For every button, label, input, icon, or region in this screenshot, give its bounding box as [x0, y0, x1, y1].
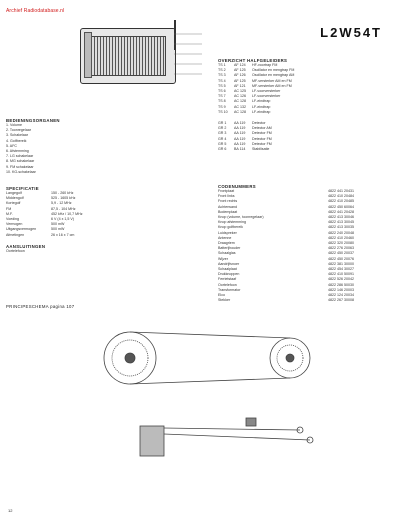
- code-row-cell: Draagriem: [218, 241, 235, 246]
- diode-row-cell: AA 119: [234, 141, 246, 146]
- code-row-cell: Antenne: [218, 235, 232, 240]
- diode-row-cell: Detector FM: [252, 131, 272, 136]
- spec-row-cell: 6 V (4 x 1,5 V): [51, 217, 74, 222]
- semiconductor-row-cell: LF-eindtrap: [252, 104, 271, 109]
- code-row-cell: 4822 413 30035: [328, 225, 354, 230]
- semiconductor-row-cell: AC 126: [234, 94, 246, 99]
- model-number: L2W54T: [320, 25, 382, 40]
- control-item: 1. Volume: [6, 123, 22, 127]
- diode-row-cell: AA 119: [234, 131, 246, 136]
- codes-list: [218, 189, 354, 303]
- spec-row-cell: Middengolf: [6, 196, 24, 201]
- code-row-cell: 4822 450 20037: [328, 251, 354, 256]
- spec-list: [6, 191, 83, 238]
- code-row-cell: 4822 441 20428: [328, 209, 354, 214]
- spec-row-cell: Afmetingen: [6, 232, 25, 237]
- spec-row-cell: 26 x 16 x 7 cm: [51, 232, 75, 237]
- diode-row-cell: GR 1: [218, 121, 227, 126]
- code-row-cell: Elco: [218, 293, 225, 298]
- speaker-grille: [90, 36, 166, 76]
- diode-row-cell: GR 2: [218, 126, 227, 131]
- schematic-reference: PRINCIPESCHEMA pagina 107: [6, 304, 75, 309]
- code-row-cell: 4822 286 50030: [328, 282, 354, 287]
- spec-row-cell: Langegolf: [6, 191, 22, 195]
- semiconductor-title: OVERZICHT HALFGELEIDERS: [218, 58, 288, 63]
- code-row-cell: Oortelefoon: [218, 282, 237, 287]
- semiconductor-row-cell: TS 8: [218, 99, 226, 104]
- semiconductor-row-cell: LF-eindtrap: [252, 109, 271, 114]
- spec-title: SPECIFICATIE: [6, 186, 39, 191]
- spec-row-cell: 87,5 - 104 MHz: [51, 206, 76, 211]
- spec-row-cell: 452 kHz / 10,7 MHz: [51, 211, 83, 216]
- semiconductor-row-cell: AC 128: [234, 99, 246, 104]
- code-row-cell: 4822 450 60064: [328, 204, 354, 209]
- spec-row-cell: FM: [6, 206, 12, 211]
- control-item: 4. Golfbereik: [6, 138, 27, 143]
- connections-value: Oortelefoon: [6, 248, 25, 253]
- semiconductor-row-cell: Oscillator en mengtrap AM: [252, 73, 295, 78]
- code-row-cell: 4822 413 30046: [328, 215, 354, 220]
- code-row-cell: 4822 410 20460: [328, 235, 354, 240]
- spec-row: [6, 233, 83, 238]
- controls-list: [6, 123, 60, 175]
- watermark: Archief Radiodatabase.nl: [6, 8, 65, 14]
- code-row-cell: Stekker: [218, 298, 231, 303]
- code-row-cell: Aandrijfsnoer: [218, 261, 240, 266]
- code-row-cell: Achterwand: [218, 204, 237, 209]
- codes-title: CODENUMMERS: [218, 184, 256, 189]
- diode-row-cell: AA 119: [234, 136, 246, 141]
- semiconductor-row-cell: TS 10: [218, 109, 228, 114]
- semiconductor-row-cell: LF-voorversterker: [252, 94, 281, 99]
- code-row-cell: 4822 410 20484: [328, 194, 354, 199]
- code-row-cell: Ferrietstaaf: [218, 277, 237, 282]
- semiconductor-row-cell: TS 1: [218, 63, 226, 67]
- semiconductor-row-cell: LF-voorversterker: [252, 89, 281, 94]
- code-row-cell: Front links: [218, 194, 235, 199]
- code-row-cell: Bodemplaat: [218, 209, 238, 214]
- semiconductor-row-cell: AF 126: [234, 73, 246, 78]
- code-row-cell: 4822 413 30045: [328, 220, 354, 225]
- code-row: [218, 298, 354, 303]
- semiconductor-row-cell: AC 128: [234, 109, 246, 114]
- code-row-cell: Luidspreker: [218, 230, 237, 235]
- diode-row-cell: Stabilisatie: [252, 147, 270, 152]
- spec-section: [6, 186, 83, 254]
- diode-row-cell: AA 119: [234, 121, 246, 126]
- semiconductor-row: [218, 110, 294, 115]
- semiconductor-row-cell: TS 9: [218, 104, 226, 109]
- spec-row-cell: 500 mW: [51, 227, 65, 232]
- spec-row-cell: Vermogen: [6, 222, 23, 227]
- code-row-cell: 4822 124 20034: [328, 293, 354, 298]
- code-row-cell: Knop golfbereik: [218, 225, 243, 230]
- control-item: 2. Toonregelaar: [6, 128, 31, 133]
- diode-row-cell: GR 5: [218, 141, 227, 146]
- semiconductor-row-cell: MF-versterker AM en FM: [252, 83, 292, 88]
- semiconductor-row-cell: AF 125: [234, 78, 246, 83]
- code-row-cell: 4822 240 20048: [328, 230, 354, 235]
- code-row-cell: Transformator: [218, 287, 241, 292]
- code-row-cell: Batterijhouder: [218, 246, 241, 251]
- dial-mechanism-drawing: [40, 318, 340, 478]
- diode-row-cell: AA 119: [234, 126, 246, 131]
- semiconductor-row-cell: TS 2: [218, 68, 226, 73]
- code-row-cell: Schaalglas: [218, 251, 236, 256]
- semiconductor-section: [218, 58, 294, 152]
- code-row-cell: 4822 267 30008: [328, 298, 354, 303]
- code-row-cell: Schaalplaat: [218, 267, 237, 272]
- code-row-cell: Knop (volume, toonregelaar): [218, 215, 264, 220]
- callout-lines: [172, 28, 212, 98]
- code-row-cell: 4822 526 20042: [328, 277, 354, 282]
- code-row-cell: Front rechts: [218, 199, 238, 204]
- code-row-cell: Knop afstemming: [218, 220, 246, 225]
- semiconductor-row-cell: AC 132: [234, 104, 246, 109]
- spec-row-cell: Voeding: [6, 217, 19, 222]
- code-row-cell: Frontplaat: [218, 189, 235, 193]
- spec-row-cell: 5,9 - 12 MHz: [51, 201, 72, 206]
- control-item: 10. KG-schakelaar: [6, 169, 36, 174]
- semiconductor-row-cell: TS 7: [218, 94, 226, 99]
- codes-section: [218, 184, 354, 303]
- code-row-cell: 4822 410 50091: [328, 272, 354, 277]
- semiconductor-row-cell: TS 5: [218, 83, 226, 88]
- semiconductor-row-cell: AF 121: [234, 83, 246, 88]
- diode-row-cell: BA 114: [234, 147, 246, 152]
- diode-row-cell: GR 6: [218, 147, 227, 152]
- control-item: 6. Afstemming: [6, 149, 29, 154]
- semiconductor-row-cell: AC 125: [234, 89, 246, 94]
- semiconductor-row-cell: TS 3: [218, 73, 226, 78]
- semiconductor-row-cell: HF-voortrap FM: [252, 63, 278, 67]
- control-item: 3. Schakelaar: [6, 133, 28, 138]
- spec-row-cell: 525 - 1605 kHz: [51, 196, 76, 201]
- semiconductor-list: [218, 63, 294, 115]
- connections-title: AANSLUITINGEN: [6, 243, 46, 249]
- code-row-cell: Drukknoppen: [218, 272, 240, 277]
- diode-row-cell: Detector FM: [252, 141, 272, 146]
- semiconductor-row-cell: Oscillator en mengtrap FM: [252, 68, 295, 73]
- spec-row-cell: 150 - 260 kHz: [51, 191, 74, 195]
- spec-row-cell: 500 mW: [51, 222, 65, 227]
- code-row-cell: 4822 276 20063: [328, 246, 354, 251]
- code-row-cell: 4822 381 30000: [328, 261, 354, 266]
- controls-title: BEDIENINGSORGANEN: [6, 118, 60, 123]
- diode-row-cell: Detector AM: [252, 126, 272, 131]
- control-item: 9. FM schakelaar: [6, 164, 34, 169]
- code-row-cell: 4822 146 20003: [328, 287, 354, 292]
- tuning-dial: [84, 32, 92, 78]
- page-number: 12: [8, 508, 13, 513]
- code-row-cell: 4822 441 20431: [328, 189, 354, 193]
- semiconductor-row-cell: LF-eindtrap: [252, 99, 271, 104]
- control-item: 5. AFC: [6, 143, 17, 148]
- semiconductor-row-cell: TS 6: [218, 89, 226, 94]
- diode-row-cell: GR 4: [218, 136, 227, 141]
- code-row-cell: 4822 454 30027: [328, 267, 354, 272]
- code-row-cell: 4822 450 20076: [328, 256, 354, 261]
- semiconductor-row-cell: AF 125: [234, 68, 246, 73]
- control-item: 7. LG schakelaar: [6, 154, 34, 159]
- spec-row-cell: Uitgangsvermogen: [6, 227, 37, 232]
- diode-row: [218, 147, 294, 152]
- spec-row-cell: M.F.: [6, 211, 13, 216]
- diode-row-cell: Detector FM: [252, 136, 272, 141]
- diode-row-cell: GR 3: [218, 131, 227, 136]
- semiconductor-row-cell: AF 124: [234, 63, 246, 67]
- code-row-cell: Wijzer: [218, 256, 228, 261]
- code-row-cell: 4822 320 20080: [328, 241, 354, 246]
- control-item: 8. MG schakelaar: [6, 159, 35, 164]
- controls-section: [6, 118, 60, 175]
- semiconductor-row-cell: TS 4: [218, 78, 226, 83]
- semiconductor-row-cell: MF-versterker AM en FM: [252, 78, 292, 83]
- spec-row-cell: Kortegolf: [6, 201, 21, 206]
- code-row-cell: 4822 410 20485: [328, 199, 354, 204]
- diode-row-cell: Detector: [252, 121, 266, 126]
- diode-list: [218, 121, 294, 152]
